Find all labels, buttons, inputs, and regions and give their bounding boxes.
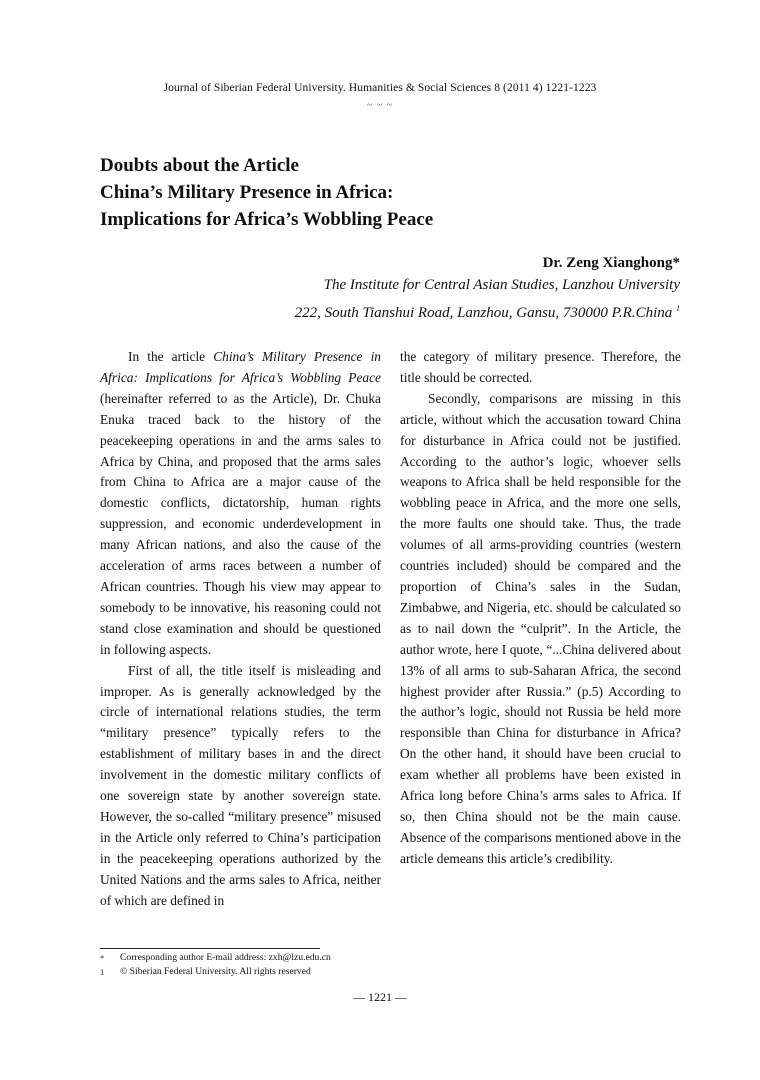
footnote-corresponding-author	[100, 951, 660, 965]
footnote-text: Corresponding author E-mail address: zxh@lzu.edu.cn	[120, 952, 331, 963]
journal-header: Journal of Siberian Federal University. Humanities & Social Sciences 8 (2011 4) 1221-1223	[163, 82, 597, 94]
author-affiliation	[295, 274, 680, 325]
right-column	[400, 347, 681, 870]
intro-lead: In the article	[128, 349, 214, 364]
footnote-text: © Siberian Federal University. All rights reserved	[120, 966, 311, 977]
title-line-1: Doubts about the Article	[100, 155, 299, 176]
title-line-3: Implications for Africa’s Wobbling Peace	[100, 209, 434, 230]
footnote-copyright	[100, 965, 660, 979]
footnote-mark: 1	[100, 967, 105, 977]
affiliation-address: 222, South Tianshui Road, Lanzhou, Gansu, 730000 P.R.China	[294, 305, 673, 321]
title-line-2: China’s Military Presence in Africa:	[100, 182, 394, 203]
cited-article-title: China’s Military Presence in Africa: Implications for Africa’s Wobbling Peace	[100, 349, 381, 385]
paragraph-intro	[100, 347, 381, 661]
affiliation-line-2	[295, 297, 680, 325]
footnote-mark: *	[100, 953, 105, 963]
header-ornament: ~ ~ ~	[366, 100, 394, 111]
affiliation-line-1: The Institute for Central Asian Studies, Lanzhou University	[323, 277, 680, 293]
paragraph-second-point: Secondly, comparisons are missing in this article, without which the accusation toward China for disturbance in Africa could not be justified. According to the author’s logic, whoever sells weapons to Africa shall be held responsible for the wobbling peace in Africa, and the more one sells, the more faults one should take. Thus, the trade volumes of all arms-providing countries (western countries included) should be compared and the proportion of China’s sales in the Sudan, Zimbabwe, and Nigeria, etc. should be calculated so as to nail down the “culprit”. In the Article, the author wrote, here I quote, “...China delivered about 13% of all arms to sub-Saharan Africa, the second highest provider after Russia.” (p.5) According to the author’s logic, should not Russia be held more responsible than China for disturbance in Africa? On the other hand, it should have been crucial to exam whether all problems have been existed in Africa long before China’s arms sales to Africa. If so, then China should not be the main cause. Absence of the comparisons mentioned above in the article demeans this article’s credibility.	[400, 390, 681, 866]
footnotes	[100, 951, 660, 979]
article-title	[100, 152, 660, 233]
left-column	[100, 347, 381, 911]
footnote-ref-1: 1	[676, 304, 680, 313]
intro-body: (hereinafter referred to as the Article), Dr. Chuka Enuka traced back to the history of the peacekeeping operations in and the arms sales to Africa by China, and proposed that the arms sales from China to Africa are a major cause of the domestic conflicts, dictatorship, human rights suppression, and economic underdevelopment in many African nations, and also the cause of the acceleration of arms races between a number of African countries. Though his view may appear to somebody to be innovative, his reasoning could not stand close examination and should be questioned in following aspects.	[100, 390, 381, 657]
footnote-divider	[100, 948, 320, 949]
paragraph-first-point: First of all, the title itself is misleading and improper. As is generally acknowledged by the circle of international relations studies, the term “military presence” typically refers to the establishment of military bases in and the direct involvement in the domestic military conflicts of one sovereign state by another sovereign state. However, the so-called “military presence” misused in the Article only referred to China’s participation in the peacekeeping operations authorized by the United Nations and the arms sales to Africa, neither of which are defined in	[100, 662, 381, 908]
page-number: — 1221 —	[353, 990, 407, 1004]
paragraph-first-point-continued: the category of military presence. Therefore, the title should be corrected.	[400, 349, 681, 385]
author-name: Dr. Zeng Xianghong*	[542, 255, 680, 271]
